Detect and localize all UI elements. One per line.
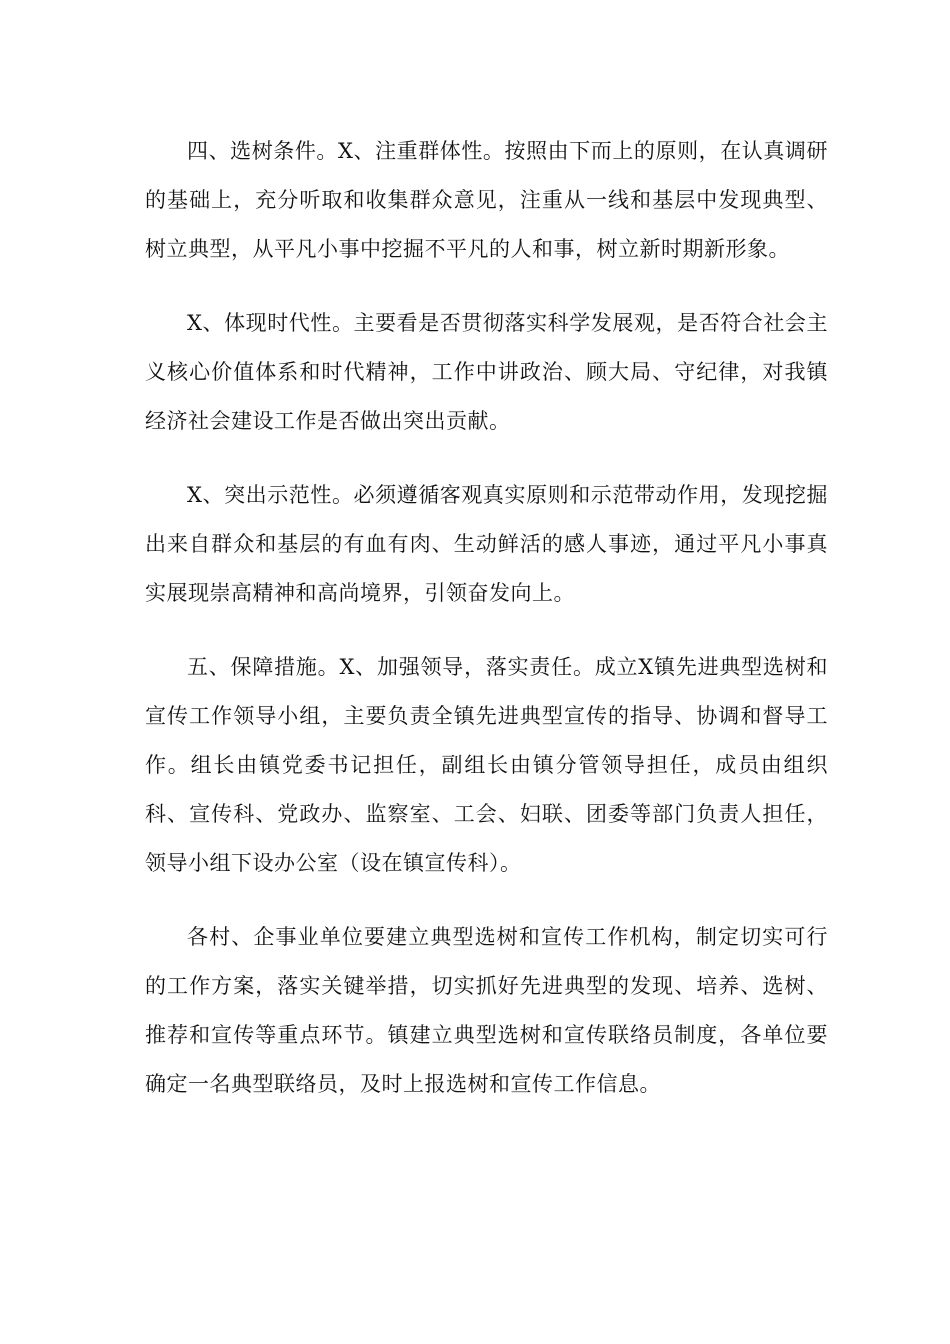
paragraph-safeguard-measures: 五、保障措施。X、加强领导，落实责任。成立X镇先进典型选树和宣传工作领导小组，主要负责全镇先进典型宣传的指导、协调和督导工作。组长由镇党委书记担任，副组长由镇分管领导担任，成员由组织科、宣传科、党政办、监察室、工会、妇联、团委等部门负责人担任，领导小组下设办公室（设在镇宣传科）。 xyxy=(145,655,828,875)
paragraph-units-requirements: 各村、企事业单位要建立典型选树和宣传工作机构，制定切实可行的工作方案，落实关键举措，切实抓好先进典型的发现、培养、选树、推荐和宣传等重点环节。镇建立典型选树和宣传联络员制度，各单位要确定一名典型联络员，及时上报选树和宣传工作信息。 xyxy=(145,925,828,1096)
paragraph-exemplarity: X、突出示范性。必须遵循客观真实原则和示范带动作用，发现挖掘出来自群众和基层的有血有肉、生动鲜活的感人事迹，通过平凡小事真实展现崇高精神和高尚境界，引领奋发向上。 xyxy=(145,483,828,605)
paragraph-selection-conditions: 四、选树条件。X、注重群体性。按照由下而上的原则，在认真调研的基础上，充分听取和收集群众意见，注重从一线和基层中发现典型、树立典型，从平凡小事中挖掘不平凡的人和事，树立新时期新形象。 xyxy=(145,139,828,261)
document-body xyxy=(145,127,828,1134)
paragraph-timeliness: X、体现时代性。主要看是否贯彻落实科学发展观，是否符合社会主义核心价值体系和时代精神，工作中讲政治、顾大局、守纪律，对我镇经济社会建设工作是否做出突出贡献。 xyxy=(145,311,828,433)
